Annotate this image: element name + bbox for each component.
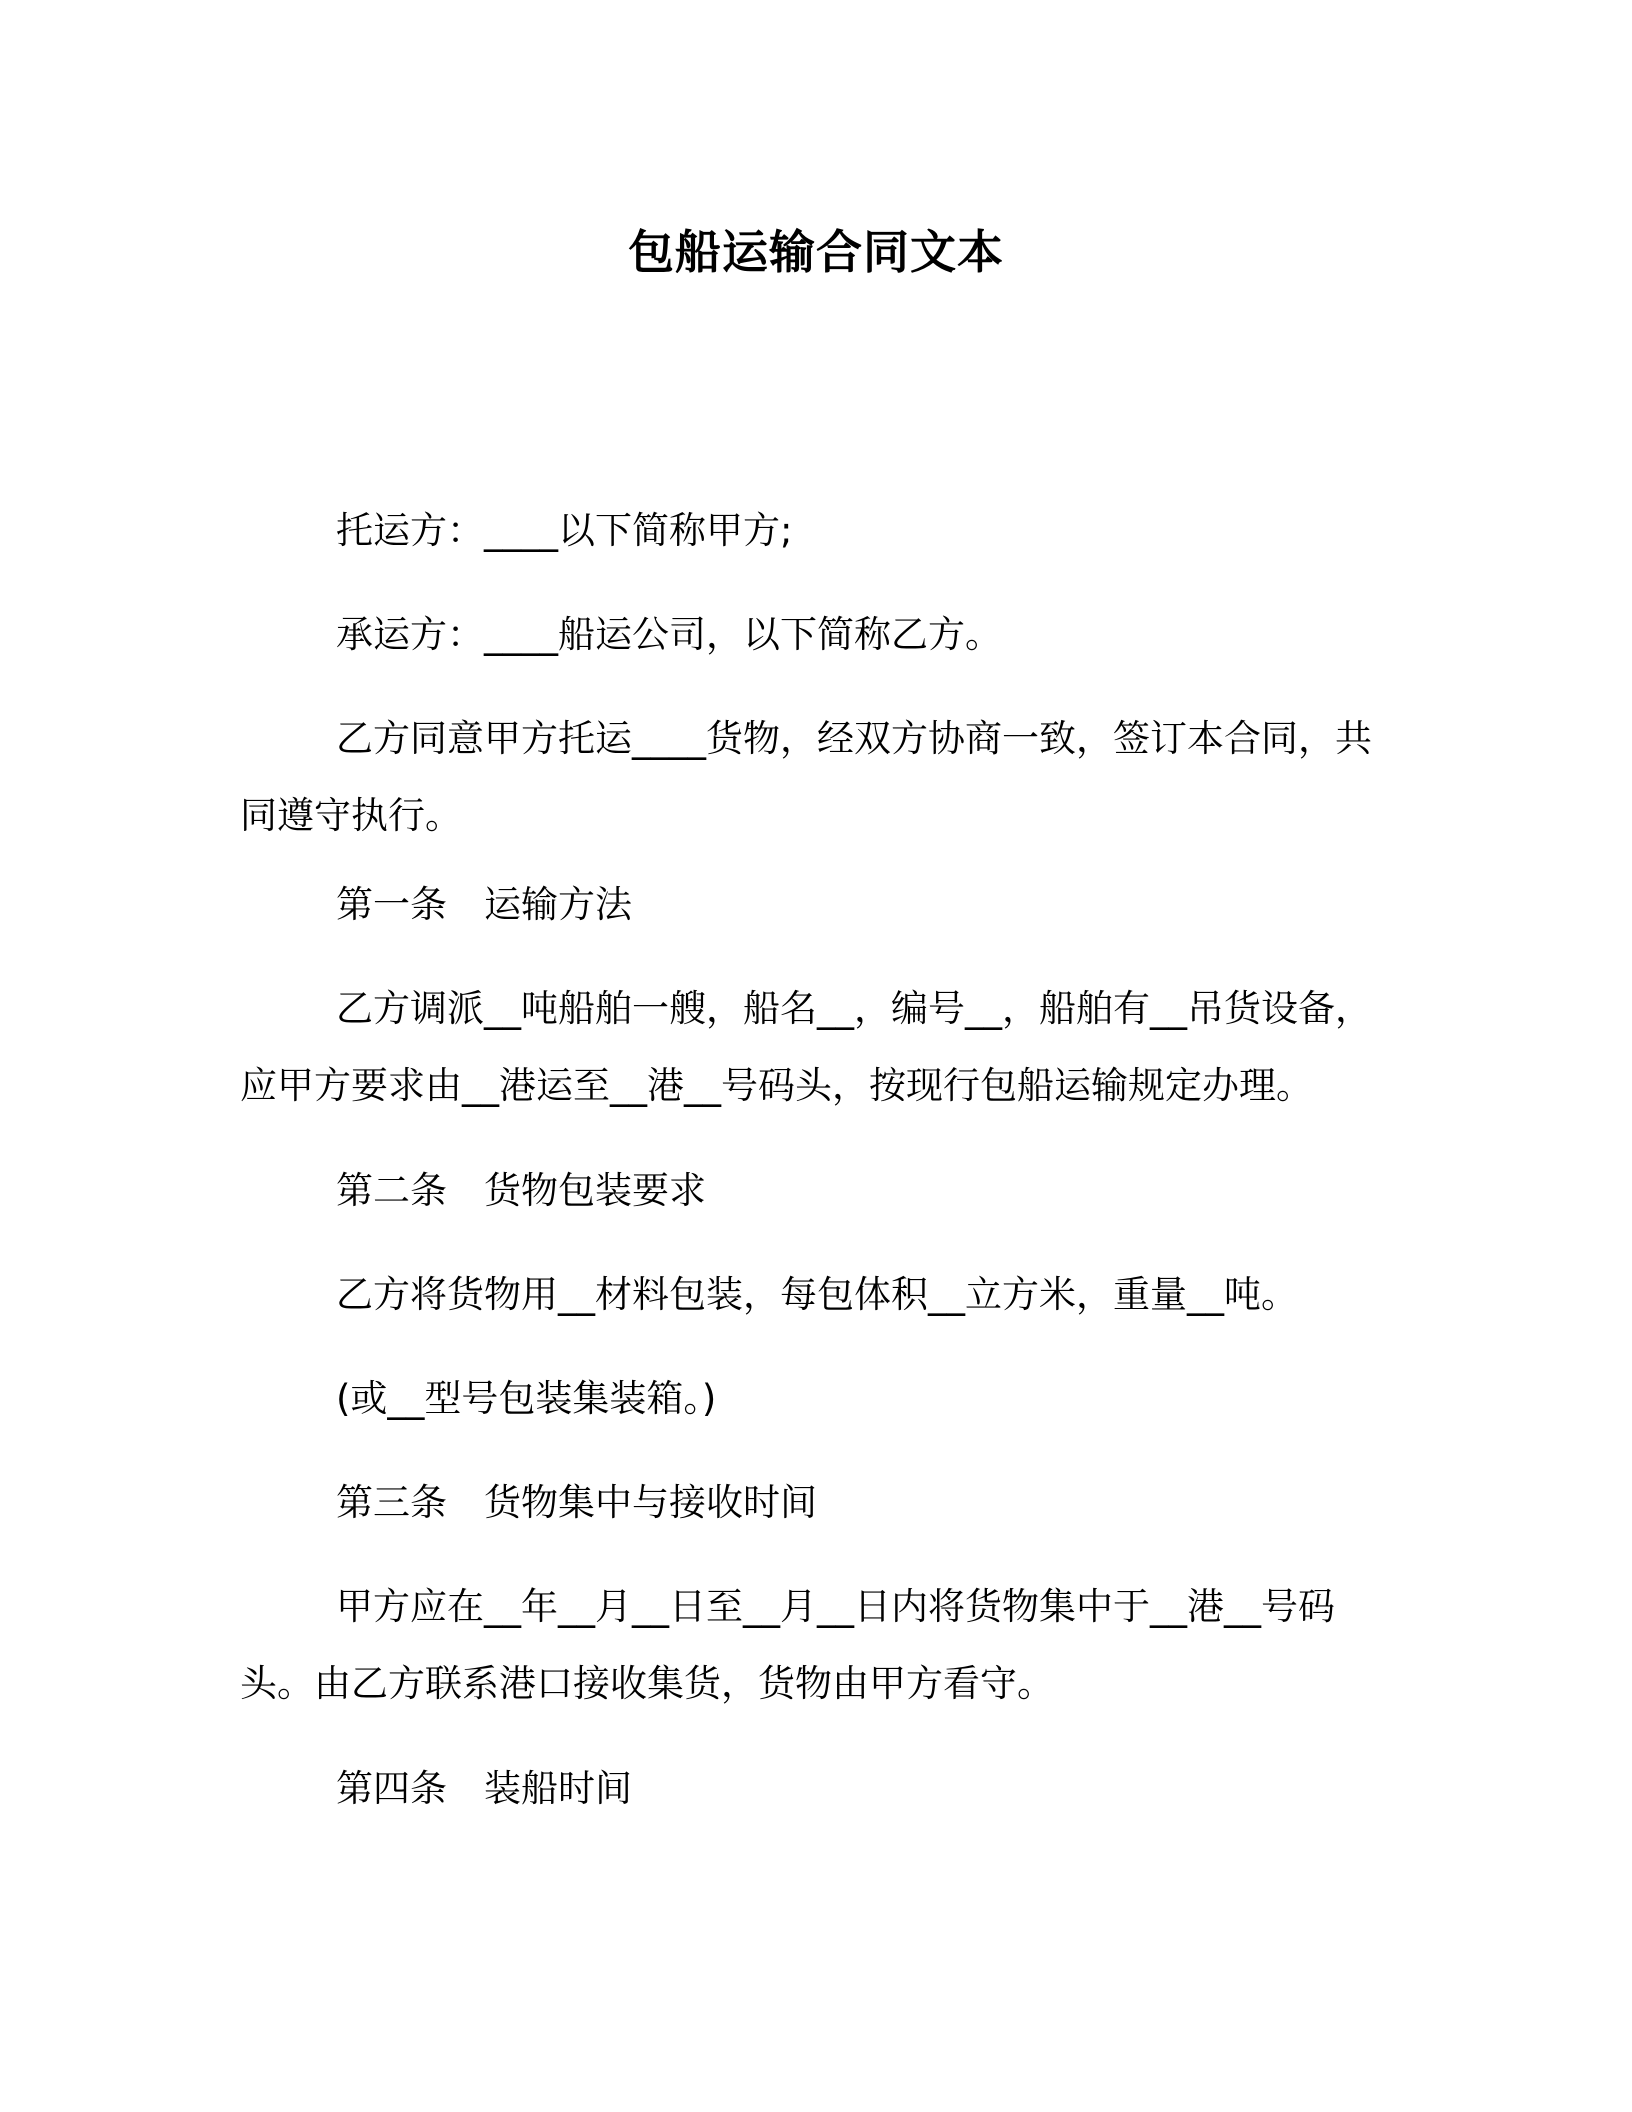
- document-title: 包船运输合同文本: [628, 225, 1004, 279]
- article-3-body: 甲方应在__年__月__日至__月__日内将货物集中于__港__号码头。由乙方联系港口接收集货，货物由甲方看守。: [240, 1585, 1335, 1705]
- article-1-heading: 第一条 运输方法: [336, 883, 632, 926]
- article-2-heading: 第二条 货物包装要求: [336, 1169, 706, 1212]
- paragraph-shipper: 托运方：____以下简称甲方;: [336, 509, 793, 552]
- paragraph-agreement: 乙方同意甲方托运____货物，经双方协商一致，签订本合同，共同遵守执行。: [240, 717, 1372, 837]
- article-4-heading: 第四条 装船时间: [336, 1767, 632, 1810]
- article-1-body: 乙方调派__吨船舶一艘，船名__，编号__，船舶有__吊货设备，应甲方要求由__港运至__港__号码头，按现行包船运输规定办理。: [240, 987, 1372, 1107]
- article-3-heading: 第三条 货物集中与接收时间: [336, 1481, 817, 1524]
- article-2-note: (或__型号包装集装箱。): [336, 1377, 717, 1420]
- article-2-body: 乙方将货物用__材料包装，每包体积__立方米，重量__吨。: [336, 1273, 1298, 1316]
- paragraph-carrier: 承运方：____船运公司，以下简称乙方。: [336, 613, 1002, 656]
